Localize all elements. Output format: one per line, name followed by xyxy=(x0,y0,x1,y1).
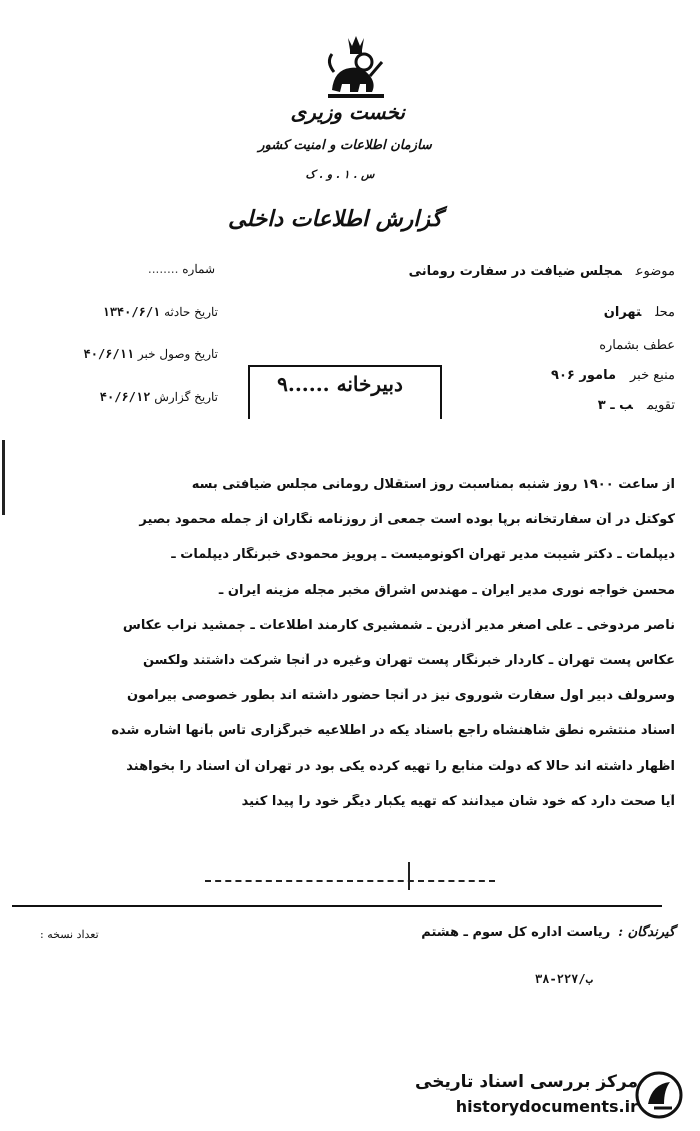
incident-date-label: تاریخ حادثه xyxy=(164,305,218,319)
receipt-date-row xyxy=(38,347,218,361)
reference-row xyxy=(585,338,675,353)
number-row xyxy=(45,262,215,276)
copies-label: تعداد نسخه : xyxy=(40,928,99,941)
organization-code: س . ۱ . و . ک xyxy=(305,168,375,181)
subject-value: مجلس ضیافت در سفارت رومانی xyxy=(408,264,622,279)
body-line: عکاس پست تهران ـ کاردار خبرنگار پست تهران وغیره در آنجا شرکت داشتند ولکسن xyxy=(142,653,675,668)
subject-label: موضوع xyxy=(635,264,675,279)
footer-divider xyxy=(12,905,662,907)
organization-name: سازمان اطلاعات و امنیت کشور xyxy=(258,138,432,153)
body-line: از ساعت ۱۹۰۰ روز شنبه بمناسبت روز استقلال رومانی مجلس ضیافتی بسه xyxy=(191,477,675,492)
body-line: ناصر مردوخی ـ علی اصغر مدیر آذرین ـ شمشیری کارمند اطلاعات ـ جمشید نراب عکاس xyxy=(122,617,675,633)
watermark-name: مرکز بررسی اسناد تاریخی xyxy=(415,1072,638,1092)
report-date-row xyxy=(38,390,218,404)
subject-row xyxy=(409,264,675,279)
watermark-url: historydocuments.ir xyxy=(455,1097,638,1116)
archive-logo-icon xyxy=(634,1070,684,1120)
recipients-value: ریاست اداره کل سوم ـ هشتم xyxy=(421,925,611,940)
document-reference: ۳۸-۲۲۷/ب xyxy=(535,972,593,986)
body-line: اسناد منتشره نطق شاهنشاه راجع باسناد یکه در اطلاعیه خبرگزاری تاس بآنها اشاره شده xyxy=(111,723,675,739)
signature-tick xyxy=(408,862,410,890)
source-label: منبع خبر xyxy=(630,368,675,383)
body-line: محسن خواجه نوری مدیر ایران ـ مهندس اشراق مخبر مجله مزینه ایران ـ xyxy=(218,582,675,598)
incident-date-row xyxy=(38,305,218,319)
receipt-date-label: تاریخ وصول خبر xyxy=(137,347,218,361)
body-line: آیا صحت دارد که خود شان میدانند که تهیه یکبار دیگر خود را پیدا کنید xyxy=(241,793,675,809)
place-label: محل xyxy=(655,305,675,320)
receipt-date-value: ۴۰/۶/۱۱ xyxy=(83,347,135,361)
body-line: کوکتل در آن سفارتخانه برپا بوده است جمعی از روزنامه نگاران از جمله محمود بصیر xyxy=(139,512,675,528)
body-line: اظهار داشته اند حالا که دولت منابع را تهیه کرده یکی بود در تهران آن اسناد را بخواهند xyxy=(126,758,675,774)
incident-date-value: ۱۳۴۰/۶/۱ xyxy=(102,305,161,319)
number-value: ........ xyxy=(147,262,179,276)
recipients-row xyxy=(421,925,675,940)
assessment-label: تقویم xyxy=(646,398,675,413)
recipients-label: گیرندگان : xyxy=(618,925,675,940)
document-title: گزارش اطلاعات داخلی xyxy=(228,206,442,232)
place-row xyxy=(604,305,675,320)
reference-label: عطف بشماره xyxy=(599,338,675,353)
scan-edge-line xyxy=(2,440,5,515)
ministry-name: نخست وزیری xyxy=(290,100,405,124)
report-date-value: ۴۰/۶/۱۲ xyxy=(99,390,151,404)
number-label: شماره xyxy=(182,262,215,276)
assessment-row xyxy=(598,398,675,413)
report-date-label: تاریخ گزارش xyxy=(154,390,218,404)
lion-and-sun-emblem-icon xyxy=(320,32,392,104)
body-line: وسرولف دبیر اول سفارت شوروی نیز در آنجا حضور داشته اند بطور خصوصی بیرامون xyxy=(126,688,675,704)
signature-line xyxy=(205,880,495,884)
source-row xyxy=(551,368,675,383)
place-value: تهران xyxy=(603,305,642,320)
body-line: دیپلمات ـ دکتر شیبت مدیر تهران اکونومیست ـ پرویز محمودی خبرنگار دیپلمات ـ xyxy=(171,547,675,563)
registry-stamp-text: دبیرخانه ......۹ xyxy=(277,372,403,396)
assessment-value: ب ـ ۳ xyxy=(597,398,633,413)
source-value: مامور ۹۰۶ xyxy=(551,368,616,383)
